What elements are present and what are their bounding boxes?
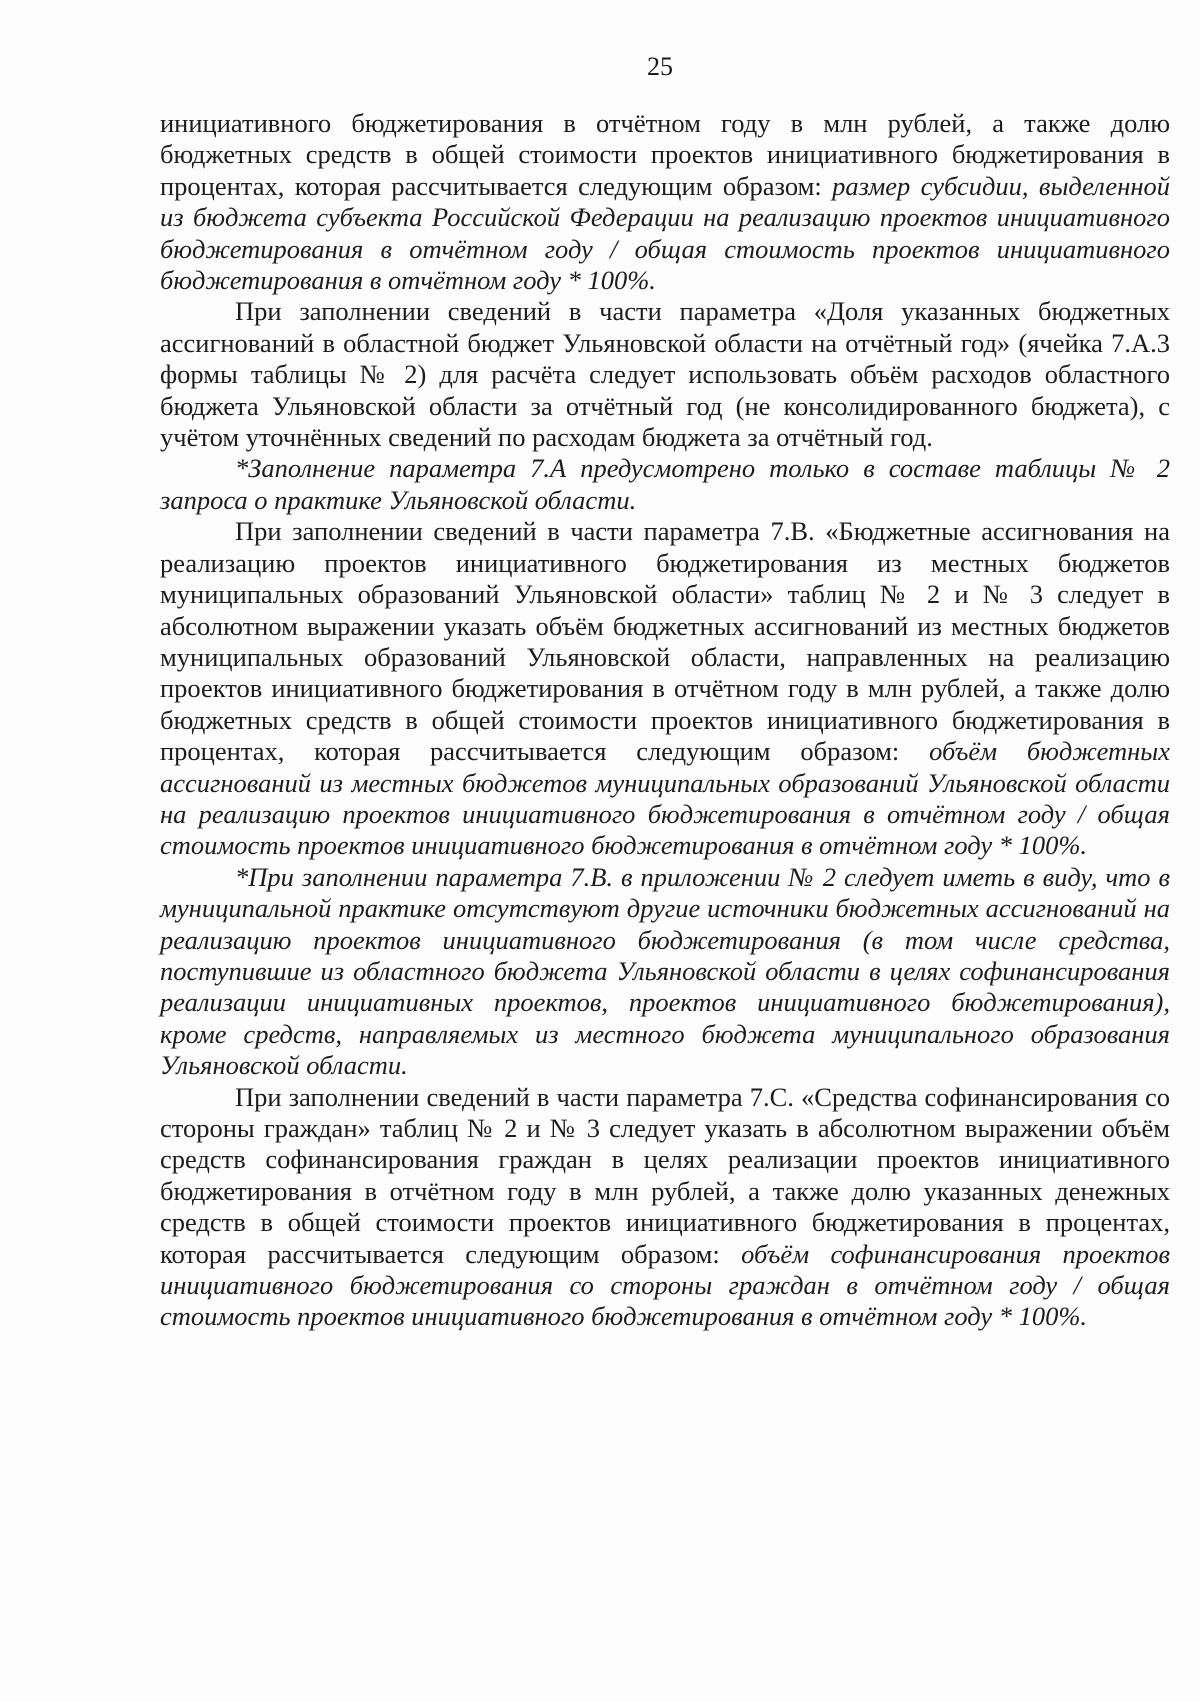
paragraph-regional-budget-share (160, 296, 1170, 453)
formula-text: объём софинансирования проектов инициативного бюджетирования со стороны граждан в отчётном году / общая стоимость проектов инициативного бюджетирования в отчётном году * 100%. (160, 1238, 1170, 1332)
paragraph-text: При заполнении сведений в части параметра 7.С. «Средства софинансирования со стороны граждан» таблиц № 2 и № 3 следует указать в абсолютном выражении объём средств софинансирования граждан в целях реализации проектов инициативного бюджетирования в отчётном году в млн рублей, а также долю указанных денежных средств в общей стоимости проектов инициативного бюджетирования в процентах, которая рассчитывается следующим образом: (160, 1081, 1170, 1269)
note-parameter-7a (160, 453, 1170, 516)
note-parameter-7b (160, 862, 1170, 1082)
note-text: *При заполнении параметра 7.В. в приложении № 2 следует иметь в виду, что в муниципальной практике отсутствуют другие источники бюджетных ассигнований на реализацию проектов инициативного бюджетирования (в том числе средства, поступившие из областного бюджета Ульяновской области в целях софинансирования реализации инициативных проектов, проектов инициативного бюджетирования), кроме средств, направляемых из местного бюджета муниципального образования Ульяновской области. (160, 861, 1170, 1081)
formula-text: объём бюджетных ассигнований из местных бюджетов муниципальных образований Ульяновской области на реализацию проектов инициативного бюджетирования в отчётном году / общая стоимость проектов инициативного бюджетирования в отчётном году * 100%. (160, 736, 1171, 861)
formula-text: размер субсидии, выделенной из бюджета субъекта Российской Федерации на реализацию проектов инициативного бюджетирования в отчётном году / общая стоимость проектов инициативного бюджетирования в отчётном году * 100%. (160, 170, 1170, 296)
paragraph-parameter-7c (160, 1082, 1170, 1333)
page-number: 25 (647, 52, 673, 81)
paragraph-text: инициативного бюджетирования в отчётном году в млн рублей, а также долю бюджетных средств в общей стоимости проектов инициативного бюджетирования в процентах, которая рассчитывается следующим образом: (160, 108, 1170, 201)
paragraph-text: При заполнении сведений в части параметра «Доля указанных бюджетных ассигнований в областной бюджет Ульяновской области на отчётный год» (ячейка 7.А.3 формы таблицы № 2) для расчёта следует использовать объём расходов областного бюджета Ульяновской области за отчётный год (не консолидированного бюджета), с учётом уточнённых сведений по расходам бюджета за отчётный год. (160, 296, 1170, 453)
note-text: *Заполнение параметра 7.А предусмотрено только в составе таблицы № 2 запроса о практике Ульяновской области. (160, 453, 1170, 515)
paragraph-parameter-7b (160, 516, 1170, 861)
paragraph-subsidy-share (160, 108, 1170, 296)
document-body (160, 108, 1170, 1333)
paragraph-text: При заполнении сведений в части параметра 7.В. «Бюджетные ассигнования на реализацию проектов инициативного бюджетирования из местных бюджетов муниципальных образований Ульяновской области» таблиц № 2 и № 3 следует в абсолютном выражении указать объём бюджетных ассигнований из местных бюджетов муниципальных образований Ульяновской области, направленных на реализацию проектов инициативного бюджетирования в отчётном году в млн рублей, а также долю бюджетных средств в общей стоимости проектов инициативного бюджетирования в процентах, которая рассчитывается следующим образом: (160, 516, 1170, 767)
